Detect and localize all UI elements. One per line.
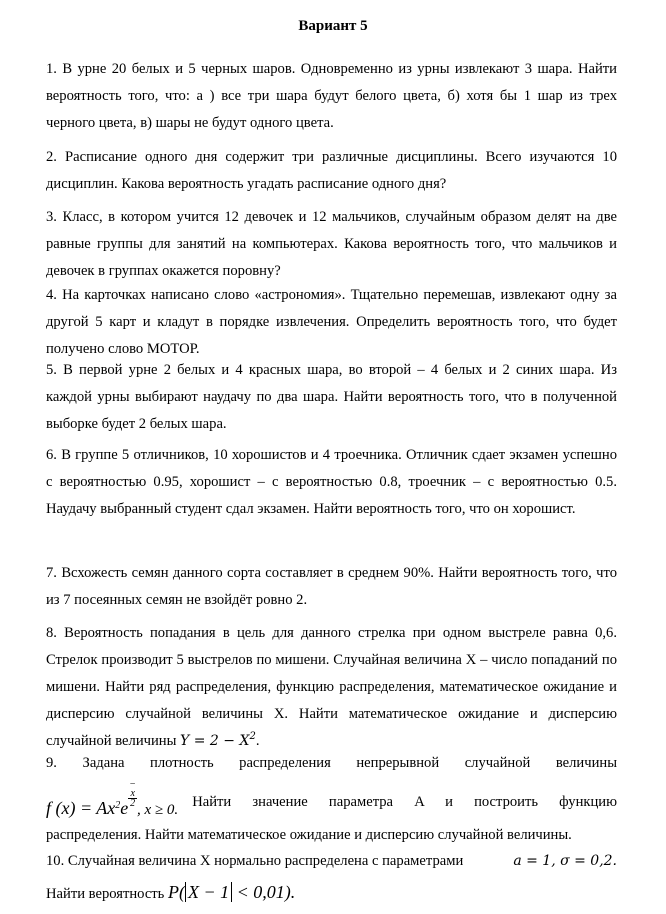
problem-10-params: a = 1, σ = 0,2. [513,853,617,869]
problem-10 [46,848,617,908]
problem-3: 3. Класс, в котором учится 12 девочек и 12 мальчиков, случайным образом делят на две равные группы для занятий на компьютерах. Какова вероятность того, что мальчиков и девочек в группах окажется поровну? [46,209,617,279]
density-formula: f $(x) = Ax^2e$ − x 2 , x ≥ 0. [46,779,179,818]
problem-10-text: 10. Случайная величина X нормально распределена с параметрами [46,853,464,869]
problem-9-text-2: распределения. Найти математическое ожидание и дисперсию случайной величины. [46,827,572,843]
exponent-fraction: − x 2 [129,779,137,809]
problem-1: 1. В урне 20 белых и 5 черных шаров. Одновременно из урны извлекают 3 шара. Найти вероятность того, что: а ) все три шара будут белого цвета, б) хотя бы 1 шар из трех черного цвета, в) шары не будут одного цвета. [46,61,617,131]
problem-8 [46,620,617,755]
problem-8-end: . [255,733,260,749]
problem-9-text-1: Найти значение параметра A и построить функцию [192,793,617,810]
problem-9-formula-line [46,779,617,819]
page-title: Вариант 5 [298,18,368,34]
problem-6: 6. В группе 5 отличников, 10 хорошистов и 4 троечника. Отличник сдает экзамен успешно с вероятностью 0.95, хорошист – с вероятностью 0.8, троечник – с вероятностью 0.5. Наудачу выбранный студент сдал экзамен. Найти вероятность того, что он хорошист. [46,447,617,517]
problem-7: 7. Всхожесть семян данного сорта составляет в среднем 90%. Найти вероятность того, что из 7 посеянных семян не взойдёт ровно 2. [46,565,617,608]
problem-8-formula: $Y = 2 - X^2$ [180,731,256,749]
problem-8-text: 8. Вероятность попадания в цель для данного стрелка при одном выстреле равна 0,6. Стрелок производит 5 выстрелов по мишени. Случайная величина X – число попаданий по мишени. Найти ряд распределения, функцию распределения, математическое ожидание и дисперсию случайной величины X. Найти математическое ожидание и дисперсию случайной величины [46,625,617,749]
problem-2: 2. Расписание одного дня содержит три различные дисциплины. Всего изучаются 10 дисциплин. Какова вероятность угадать расписание одного дня? [46,149,617,192]
problem-4: 4. На карточках написано слово «астрономия». Тщательно перемешав, извлекают одну за другой 5 карт и кладут в порядке извлечения. Определить вероятность того, что будет получено слово МОТОР. [46,287,617,357]
problem-10-find: Найти вероятность [46,886,165,902]
problem-5: 5. В первой урне 2 белых и 4 красных шара, во второй – 4 белых и 2 синих шара. Из каждой урны выбирают наудачу по два шара. Найти вероятность того, что в полученной выборке будет 2 белых шара. [46,362,617,432]
problem-9-heading: 9. Задана плотность распределения непрерывной случайной величины [46,755,617,771]
probability-formula: P( X − 1 < 0,01). [168,882,296,902]
